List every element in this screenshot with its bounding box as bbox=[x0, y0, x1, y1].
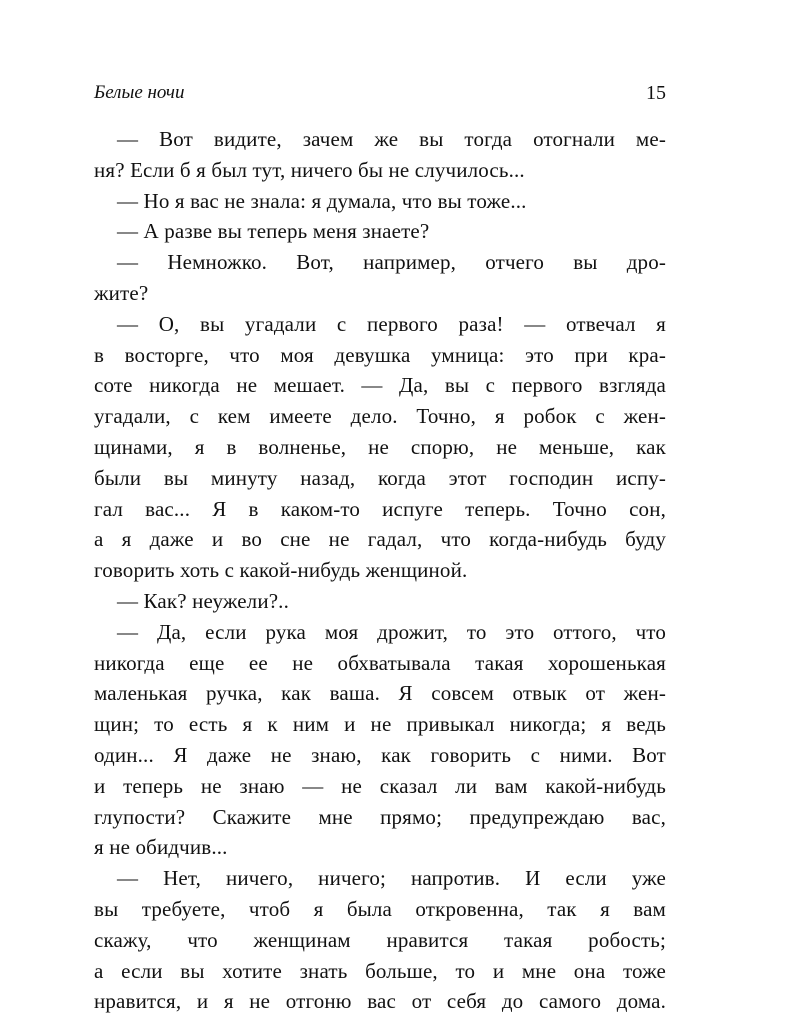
text-line: глупости? Скажите мне прямо; предупреждаю вас, bbox=[94, 804, 666, 829]
text-line: жите? bbox=[94, 280, 149, 305]
text-line: в восторге, что моя девушка умница: это при кра- bbox=[94, 342, 666, 367]
text-line: я не обидчив... bbox=[94, 835, 228, 860]
text-line: щинами, я в волненье, не спорю, не меньше, как bbox=[94, 434, 666, 459]
running-head bbox=[94, 78, 666, 108]
text-line: — Как? неужели?.. bbox=[117, 588, 289, 613]
text-line: а я даже и во сне не гадал, что когда-нибудь буду bbox=[94, 527, 666, 552]
text-line: — Но я вас не знала: я думала, что вы тоже... bbox=[117, 188, 527, 213]
text-line: — Нет, ничего, ничего; напротив. И если уже bbox=[117, 866, 666, 891]
text-line: соте никогда не мешает. — Да, вы с первого взгляда bbox=[94, 373, 666, 398]
text-line: нравится, и я не отгоню вас от себя до самого дома. bbox=[94, 989, 666, 1014]
text-line: вы требуете, чтоб я была откровенна, так я вам bbox=[94, 896, 666, 921]
text-line: — Немножко. Вот, например, отчего вы дро- bbox=[117, 250, 666, 275]
body-text bbox=[94, 124, 666, 1017]
text-line: один... Я даже не знаю, как говорить с ними. Вот bbox=[94, 742, 666, 767]
text-line: ня? Если б я был тут, ничего бы не случилось... bbox=[94, 157, 525, 182]
text-line: а если вы хотите знать больше, то и мне она тоже bbox=[94, 958, 666, 983]
text-line: — Да, если рука моя дрожит, то это оттого, что bbox=[117, 619, 666, 644]
page-number: 15 bbox=[646, 82, 666, 104]
text-line: — Вот видите, зачем же вы тогда отогнали ме- bbox=[117, 127, 666, 151]
text-line: маленькая ручка, как ваша. Я совсем отвык от жен- bbox=[94, 681, 666, 706]
book-title: Белые ночи bbox=[94, 82, 185, 103]
text-line: были вы минуту назад, когда этот господин испу- bbox=[94, 465, 666, 490]
text-line: — А разве вы теперь меня знаете? bbox=[117, 219, 430, 244]
text-line: скажу, что женщинам нравится такая робость; bbox=[94, 927, 666, 952]
text-line: — О, вы угадали с первого раза! — отвечал я bbox=[117, 311, 666, 336]
text-line: говорить хоть с какой-нибудь женщиной. bbox=[94, 558, 468, 583]
text-line: никогда еще ее не обхватывала такая хорошенькая bbox=[94, 650, 666, 675]
text-line: угадали, с кем имеете дело. Точно, я робок с жен- bbox=[94, 404, 666, 429]
text-line: и теперь не знаю — не сказал ли вам какой-нибудь bbox=[94, 773, 666, 798]
text-line: щин; то есть я к ним и не привыкал никогда; я ведь bbox=[94, 712, 666, 737]
text-line: гал вас... Я в каком-то испуге теперь. Точно сон, bbox=[94, 496, 666, 521]
